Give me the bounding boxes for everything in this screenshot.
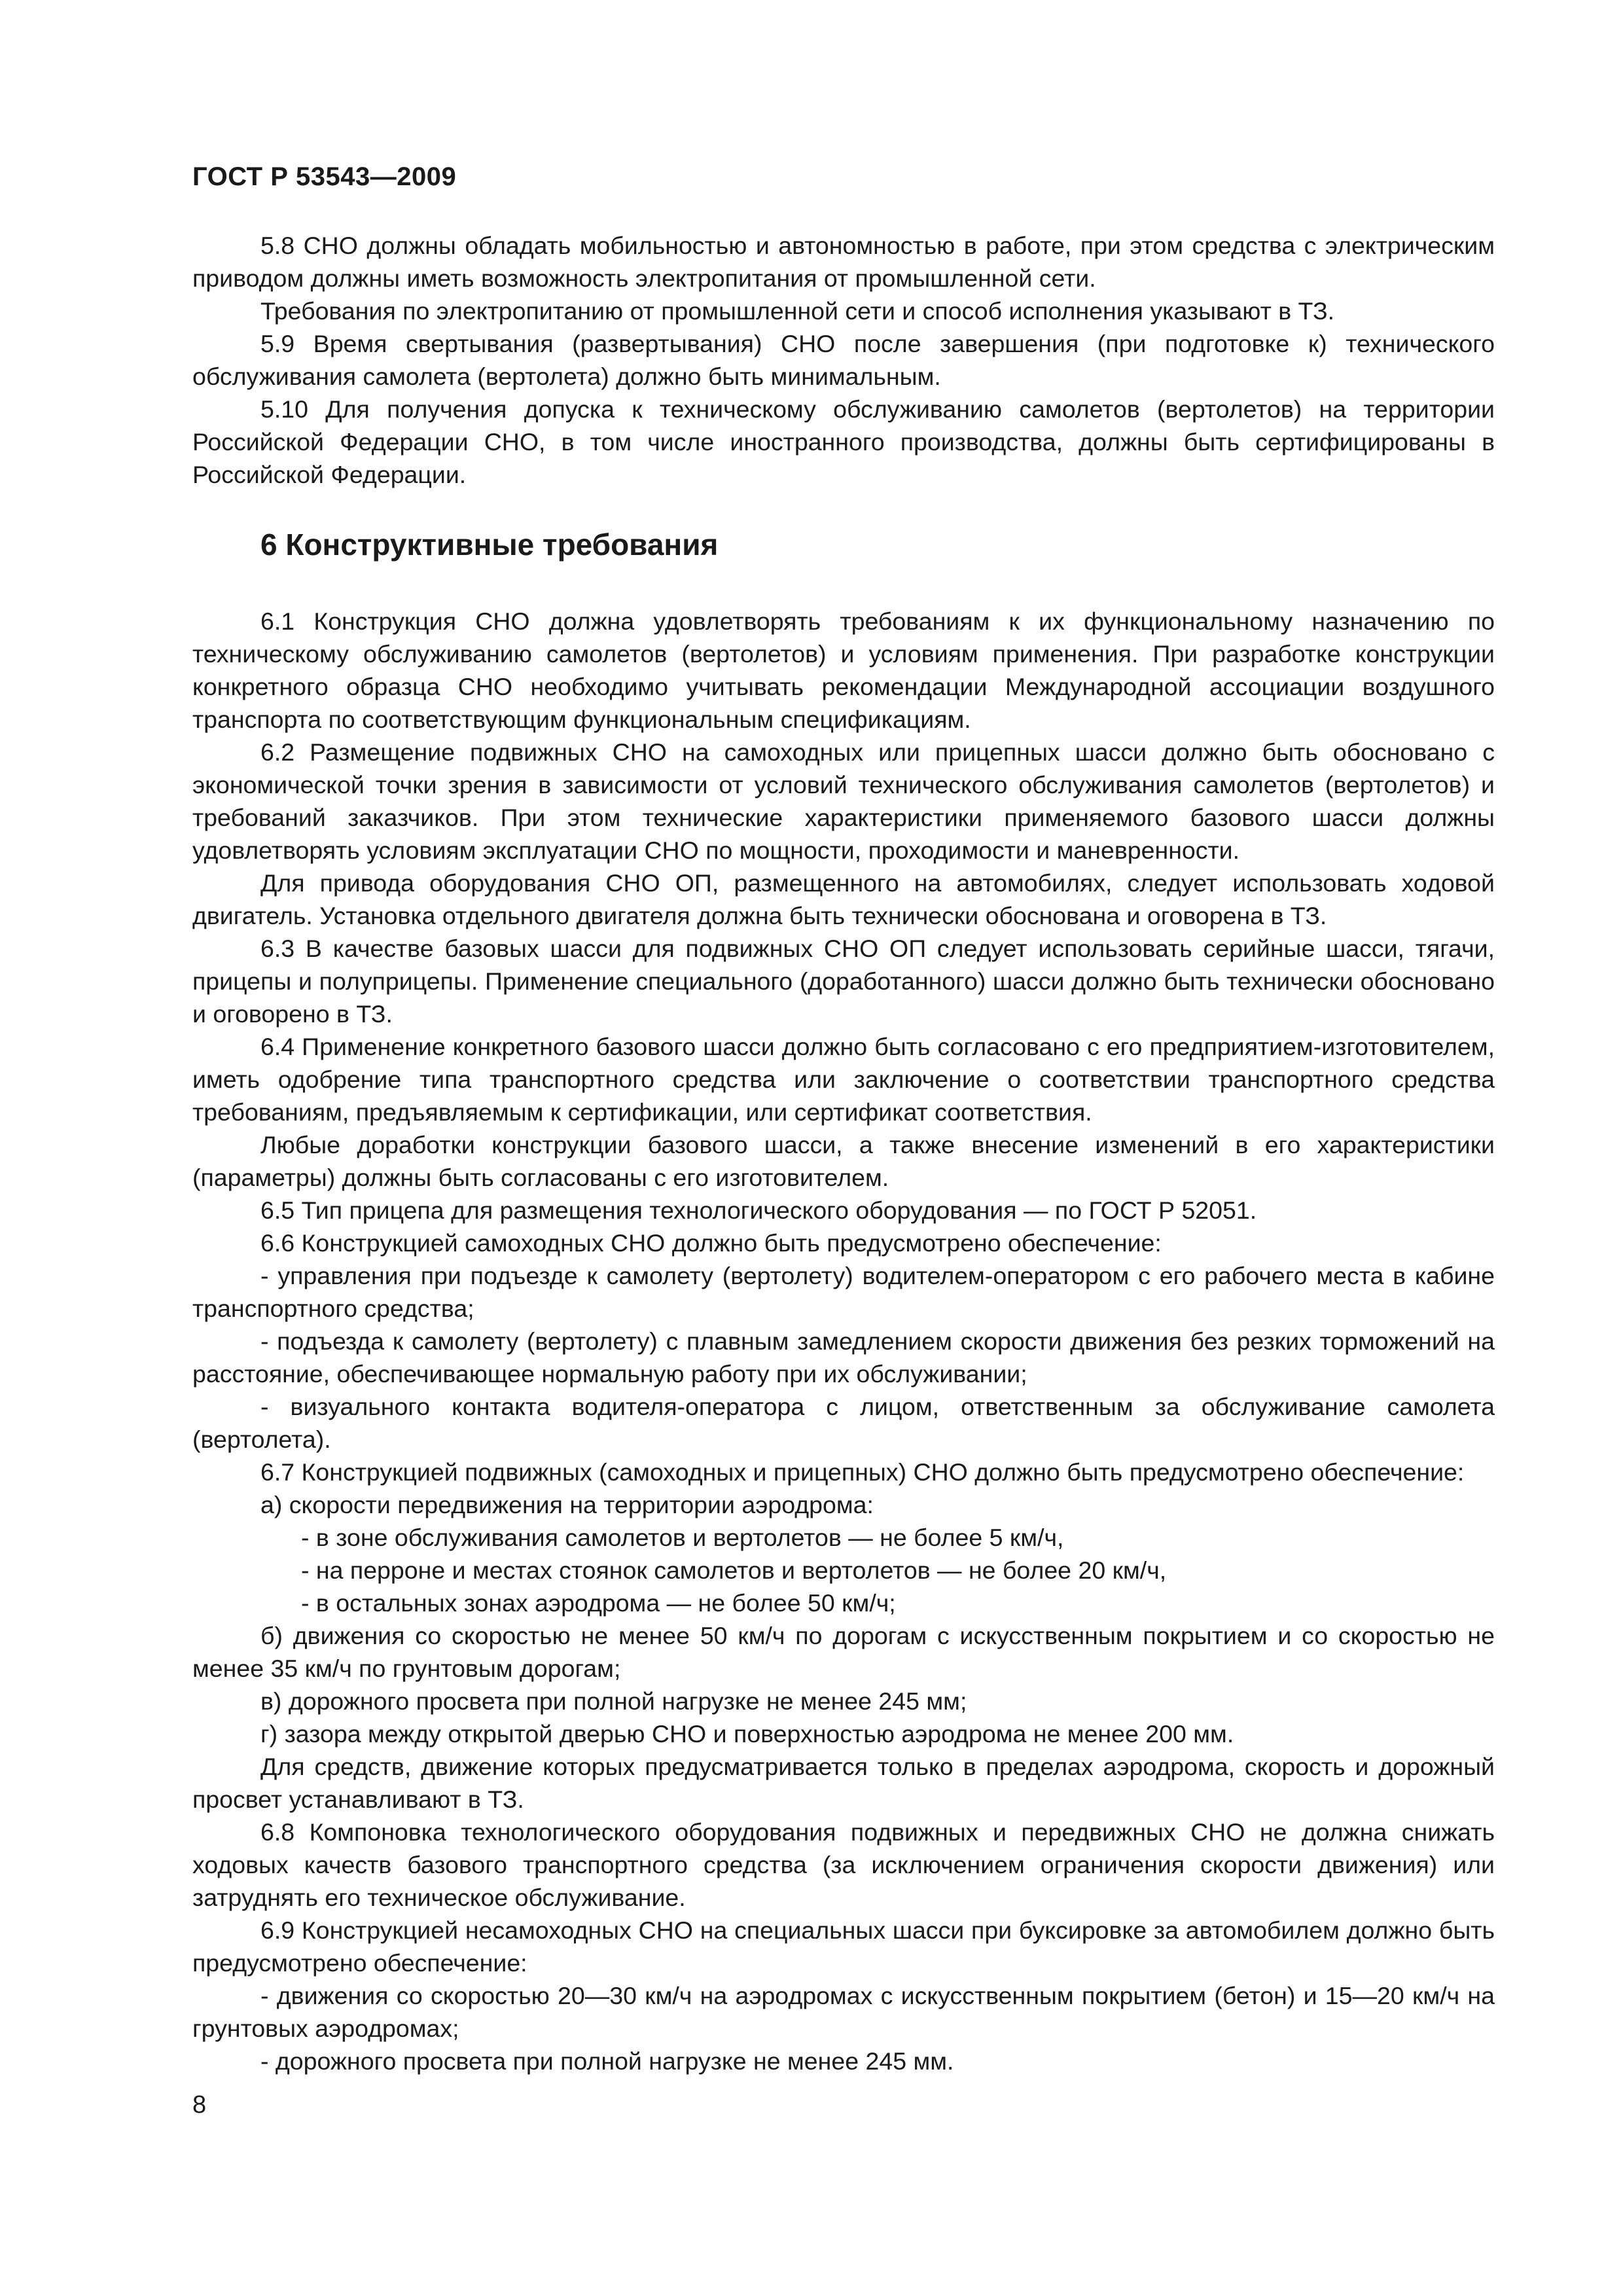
paragraph: Для привода оборудования СНО ОП, размещенного на автомобилях, следует использовать ходовой двигатель. Установка отдельного двигателя должна быть технически обоснована и оговорена в ТЗ. bbox=[192, 869, 1495, 929]
list-item: - на перроне и местах стоянок самолетов и вертолетов — не более 20 км/ч, bbox=[301, 1556, 1167, 1584]
list-item: г) зазора между открытой дверью СНО и поверхностью аэродрома не менее 200 мм. bbox=[260, 1720, 1234, 1748]
document-header: ГОСТ Р 53543—2009 bbox=[192, 162, 457, 191]
paragraph-5-10: 5.10 Для получения допуска к техническому обслуживанию самолетов (вертолетов) на территории Российской Федерации СНО, в том числе иностранного производства, должны быть сертифицированы в Российской Федерации. bbox=[192, 395, 1495, 488]
list-item: - дорожного просвета при полной нагрузке не менее 245 мм. bbox=[260, 2047, 954, 2075]
paragraph: Для средств, движение которых предусматривается только в пределах аэродрома, скорость и дорожный просвет устанавливают в ТЗ. bbox=[192, 1753, 1495, 1813]
document-body bbox=[192, 229, 1495, 2077]
list-item: - визуального контакта водителя-оператора с лицом, ответственным за обслуживание самолета (вертолета). bbox=[192, 1393, 1495, 1453]
paragraph-6-4: 6.4 Применение конкретного базового шасси должно быть согласовано с его предприятием-изготовителем, иметь одобрение типа транспортного средства или заключение о соответствии транспортного средства требованиям, предъявляемым к сертификации, или сертификат соответствия. bbox=[192, 1033, 1495, 1126]
paragraph-6-7: 6.7 Конструкцией подвижных (самоходных и прицепных) СНО должно быть предусмотрено обеспечение: bbox=[260, 1458, 1465, 1486]
list-item: - подъезда к самолету (вертолету) с плавным замедлением скорости движения без резких торможений на расстояние, обеспечивающее нормальную работу при их обслуживании; bbox=[192, 1327, 1495, 1388]
list-item: а) скорости передвижения на территории аэродрома: bbox=[260, 1491, 874, 1518]
list-item: - в остальных зонах аэродрома — не более 50 км/ч; bbox=[301, 1589, 896, 1617]
list-item: в) дорожного просвета при полной нагрузке не менее 245 мм; bbox=[260, 1687, 967, 1715]
list-item: - движения со скоростью 20—30 км/ч на аэродромах с искусственным покрытием (бетон) и 15—20 км/ч на грунтовых аэродромах; bbox=[192, 1982, 1495, 2042]
paragraph-6-5: 6.5 Тип прицепа для размещения технологического оборудования — по ГОСТ Р 52051. bbox=[260, 1196, 1257, 1224]
paragraph-6-3: 6.3 В качестве базовых шасси для подвижных СНО ОП следует использовать серийные шасси, тягачи, прицепы и полуприцепы. Применение специального (доработанного) шасси должно быть технически обосновано и оговорено в ТЗ. bbox=[192, 935, 1495, 1028]
section-title: 6 Конструктивные требования bbox=[260, 528, 719, 562]
paragraph-6-8: 6.8 Компоновка технологического оборудования подвижных и передвижных СНО не должна снижать ходовых качеств базового транспортного средства (за исключением ограничения скорости движения) или затруднять его техническое обслуживание. bbox=[192, 1818, 1495, 1911]
paragraph-6-9: 6.9 Конструкцией несамоходных СНО на специальных шасси при буксировке за автомобилем должно быть предусмотрено обеспечение: bbox=[192, 1916, 1495, 1977]
paragraph-5-9: 5.9 Время свертывания (развертывания) СНО после завершения (при подготовке к) технического обслуживания самолета (вертолета) должно быть минимальным. bbox=[192, 330, 1495, 390]
paragraph-6-6: 6.6 Конструкцией самоходных СНО должно быть предусмотрено обеспечение: bbox=[260, 1229, 1162, 1257]
paragraph: Требования по электропитанию от промышленной сети и способ исполнения указывают в ТЗ. bbox=[260, 297, 1335, 325]
paragraph-5-8: 5.8 СНО должны обладать мобильностью и автономностью в работе, при этом средства с электрическим приводом должны иметь возможность электропитания от промышленной сети. bbox=[192, 232, 1495, 292]
list-item: б) движения со скоростью не менее 50 км/ч по дорогам с искусственным покрытием и со скоростью не менее 35 км/ч по грунтовым дорогам; bbox=[192, 1622, 1495, 1682]
paragraph-6-2: 6.2 Размещение подвижных СНО на самоходных или прицепных шасси должно быть обосновано с экономической точки зрения в зависимости от условий технического обслуживания самолетов (вертолетов) и требований заказчиков. При этом технические характеристики применяемого базового шасси должны удовлетворять условиям эксплуатации СНО по мощности, проходимости и маневренности. bbox=[192, 738, 1495, 864]
page-number: 8 bbox=[192, 2091, 207, 2119]
list-item: - управления при подъезде к самолету (вертолету) водителем-оператором с его рабочего места в кабине транспортного средства; bbox=[192, 1262, 1495, 1322]
paragraph-6-1: 6.1 Конструкция СНО должна удовлетворять требованиям к их функциональному назначению по техническому обслуживанию самолетов (вертолетов) и условиям применения. При разработке конструкции конкретного образца СНО необходимо учитывать рекомендации Международной ассоциации воздушного транспорта по соответствующим функциональным спецификациям. bbox=[192, 607, 1495, 733]
list-item: - в зоне обслуживания самолетов и вертолетов — не более 5 км/ч, bbox=[301, 1524, 1064, 1551]
paragraph: Любые доработки конструкции базового шасси, а также внесение изменений в его характеристики (параметры) должны быть согласованы с его изготовителем. bbox=[192, 1131, 1495, 1191]
